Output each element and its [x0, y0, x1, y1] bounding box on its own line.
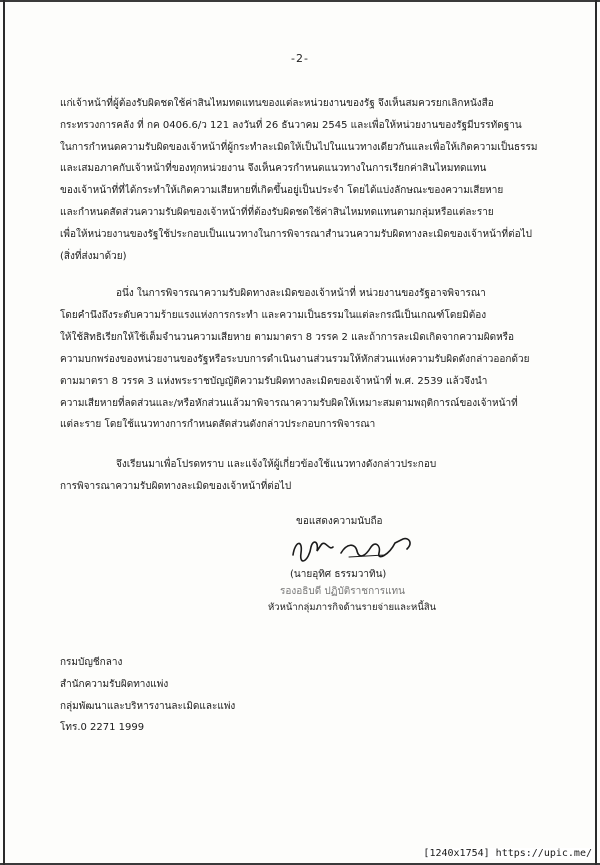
- paragraph3-line: จึงเรียนมาเพื่อโปรดทราบ และแจ้งให้ผู้เกี่ยวข้องใช้แนวทางดังกล่าวประกอบ: [116, 459, 437, 470]
- page-border-top: [0, 0, 600, 2]
- signer-name: (นายอุทิศ ธรรมวาทิน): [290, 569, 387, 580]
- paragraph1-line: แก่เจ้าหน้าที่ผู้ต้องรับผิดชดใช้ค่าสินไหมทดแทนของแต่ละหน่วยงานของรัฐ จึงเห็นสมควรยกเลิกหนังสือ: [60, 98, 494, 109]
- signer-title-1: รองอธิบดี ปฏิบัติราชการแทน: [280, 586, 405, 597]
- paragraph2-line: อนึ่ง ในการพิจารณาความรับผิดทางละเมิดของเจ้าหน้าที่ หน่วยงานของรัฐอาจพิจารณา: [116, 288, 486, 299]
- office-bureau: สำนักความรับผิดทางแพ่ง: [60, 679, 169, 690]
- closing-text: ขอแสดงความนับถือ: [296, 516, 383, 527]
- office-department: กรมบัญชีกลาง: [60, 657, 123, 668]
- office-group: กลุ่มพัฒนาและบริหารงานละเมิดและแพ่ง: [60, 701, 236, 712]
- signer-title-2: หัวหน้ากลุ่มภารกิจด้านรายจ่ายและหนี้สิน: [268, 602, 437, 613]
- paragraph3-line: การพิจารณาความรับผิดทางละเมิดของเจ้าหน้าที่ต่อไป: [60, 481, 292, 492]
- paragraph2-line: ตามมาตรา 8 วรรค 3 แห่งพระราชบัญญัติความรับผิดทางละเมิดของเจ้าหน้าที่ พ.ศ. 2539 แล้วจึงนำ: [60, 376, 488, 387]
- paragraph1-line: และเสมอภาคกับเจ้าหน้าที่ของทุกหน่วยงาน จึงเห็นควรกำหนดแนวทางในการเรียกค่าสินไหมทดแทน: [60, 163, 487, 174]
- paragraph1-line: ของเจ้าหน้าที่ที่ได้กระทำให้เกิดความเสียหายที่เกิดขึ้นอยู่เป็นประจำ โดยได้แบ่งลักษณะของความเสียหาย: [60, 185, 504, 196]
- paragraph1-line: และกำหนดสัดส่วนความรับผิดของเจ้าหน้าที่ที่ต้องรับผิดชดใช้ค่าสินไหมทดแทนตามกลุ่มหรือแต่ละราย: [60, 207, 494, 218]
- handwritten-signature: [285, 533, 425, 567]
- image-watermark: [1240x1754] https://upic.me/: [423, 848, 592, 859]
- paragraph2-line: ความเสียหายที่ลดส่วนและ/หรือหักส่วนแล้วมาพิจารณาความรับผิดให้เหมาะสมตามพฤติการณ์ของเจ้าหน้าที่: [60, 398, 518, 409]
- paragraph2-line: โดยคำนึงถึงระดับความร้ายแรงแห่งการกระทำ และความเป็นธรรมในแต่ละกรณีเป็นเกณฑ์โดยมิต้อง: [60, 310, 487, 321]
- paragraph1-line: เพื่อให้หน่วยงานของรัฐใช้ประกอบเป็นแนวทางในการพิจารณาสำนวนความรับผิดทางละเมิดของเจ้าหน้าที่ต่อไป: [60, 229, 532, 240]
- page-border-right: [595, 0, 597, 865]
- office-phone: โทร.0 2271 1999: [60, 722, 145, 733]
- paragraph2-line: ความบกพร่องของหน่วยงานของรัฐหรือระบบการดำเนินงานส่วนรวมให้หักส่วนแห่งความรับผิดดังกล่าวออกด้วย: [60, 354, 530, 365]
- paragraph2-line: แต่ละราย โดยใช้แนวทางการกำหนดสัดส่วนดังกล่าวประกอบการพิจารณา: [60, 419, 376, 430]
- paragraph1-line: กระทรวงการคลัง ที่ กค 0406.6/ว 121 ลงวันที่ 26 ธันวาคม 2545 และเพื่อให้หน่วยงานของรัฐมีบรรทัดฐาน: [60, 120, 522, 131]
- paragraph1-line: ในการกำหนดความรับผิดของเจ้าหน้าที่ผู้กระทำละเมิดให้เป็นไปในแนวทางเดียวกันและเพื่อให้เกิดความเป็นธรรม: [60, 142, 538, 153]
- page-border-left: [3, 0, 5, 865]
- page-number: -2-: [291, 52, 309, 65]
- paragraph2-line: ให้ใช้สิทธิเรียกให้ใช้เต็มจำนวนความเสียหาย ตามมาตรา 8 วรรค 2 และถ้าการละเมิดเกิดจากความผิดหรือ: [60, 332, 515, 343]
- paragraph1-line: (สิ่งที่ส่งมาด้วย): [60, 251, 127, 262]
